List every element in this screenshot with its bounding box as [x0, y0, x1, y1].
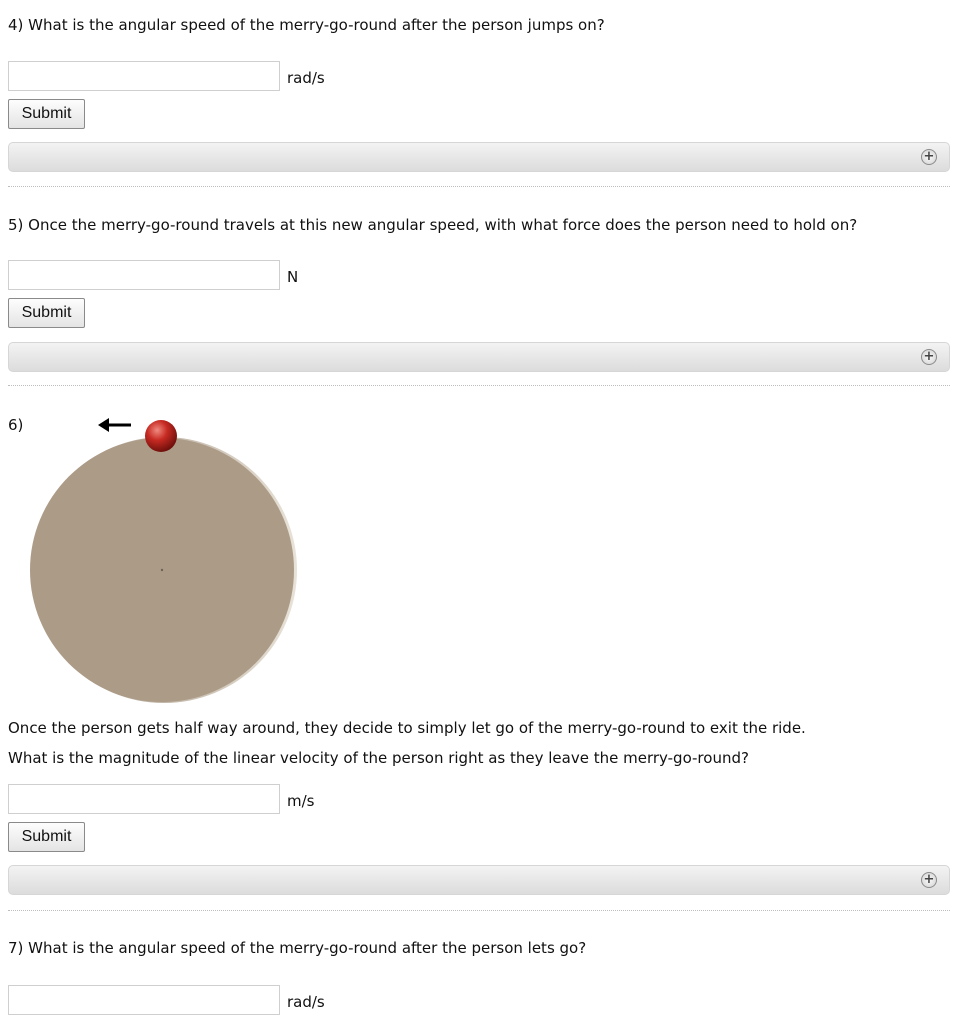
divider — [8, 910, 950, 911]
question-4-text: 4) What is the angular speed of the merry-go-round after the person jumps on? — [8, 16, 605, 34]
question-4-submit-button[interactable]: Submit — [8, 99, 85, 129]
person-ball — [145, 420, 177, 452]
question-5-text: 5) Once the merry-go-round travels at this new angular speed, with what force does the person need to hold on? — [8, 216, 858, 234]
question-6-text-line-2: What is the magnitude of the linear velocity of the person right as they leave the merry-go-round? — [8, 749, 749, 767]
question-6-text-line-1: Once the person gets half way around, they decide to simply let go of the merry-go-round to exit the ride. — [8, 719, 806, 737]
left-arrow-icon — [98, 418, 131, 432]
merry-go-round-figure — [18, 412, 308, 712]
question-5-unit: N — [287, 268, 299, 286]
plus-circle-icon[interactable]: + — [921, 149, 937, 165]
question-4-answer-input[interactable] — [8, 61, 280, 91]
divider — [8, 186, 950, 187]
question-7-text: 7) What is the angular speed of the merry-go-round after the person lets go? — [8, 939, 587, 957]
question-6-submit-button[interactable]: Submit — [8, 822, 85, 852]
question-5-answer-input[interactable] — [8, 260, 280, 290]
plus-circle-icon[interactable]: + — [921, 349, 937, 365]
question-6-label: 6) — [8, 416, 24, 434]
question-7-unit: rad/s — [287, 993, 325, 1011]
question-4-unit: rad/s — [287, 69, 325, 87]
question-4-hint-bar[interactable] — [8, 142, 950, 172]
question-6-answer-input[interactable] — [8, 784, 280, 814]
question-5-submit-button[interactable]: Submit — [8, 298, 85, 328]
question-6-hint-bar[interactable] — [8, 865, 950, 895]
center-point — [161, 569, 163, 571]
question-5-hint-bar[interactable] — [8, 342, 950, 372]
question-6-unit: m/s — [287, 792, 315, 810]
question-7-answer-input[interactable] — [8, 985, 280, 1015]
divider — [8, 385, 950, 386]
plus-circle-icon[interactable]: + — [921, 872, 937, 888]
